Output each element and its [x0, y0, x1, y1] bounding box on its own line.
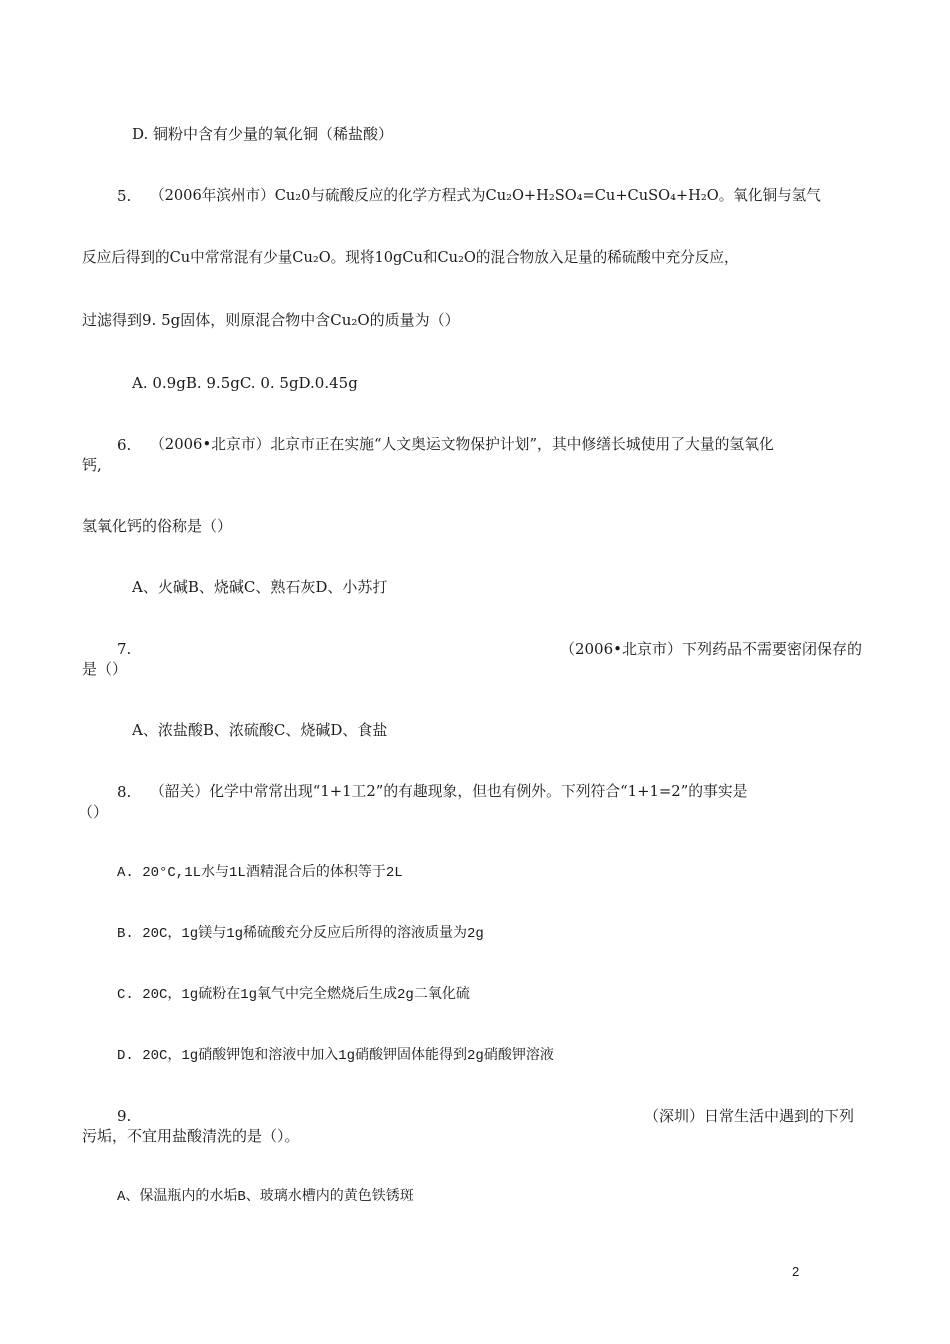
q9-text-right: （深圳）日常生活中遇到的下列: [643, 1107, 854, 1125]
q6-number: 6.: [117, 436, 132, 454]
q9-options: A、保温瓶内的水垢B、玻璃水槽内的黄色铁锈斑: [117, 1189, 414, 1205]
q6-options: A、火碱B、烧碱C、熟石灰D、小苏打: [132, 578, 388, 596]
q7-text-right: （2006•北京市）下列药品不需要密闭保存的: [559, 640, 862, 658]
page-number: 2: [792, 1264, 800, 1279]
q8-option-a: A. 20°C,1L水与1L酒精混合后的体积等于2L: [117, 865, 403, 881]
q6-text-line1b: 钙,: [82, 456, 102, 474]
q9-number: 9.: [117, 1107, 132, 1125]
q8-number: 8.: [117, 783, 132, 801]
q4-option-d: D. 铜粉中含有少量的氧化铜（稀盐酸）: [132, 125, 394, 143]
q5-options: A. 0.9gB. 9.5gC. 0. 5gD.0.45g: [132, 374, 358, 392]
q7-text-line2: 是（）: [82, 660, 128, 678]
q9-text-line2: 污垢，不宜用盐酸清洗的是（）。: [82, 1127, 300, 1145]
q8-option-d: D. 20C，1g硝酸钾饱和溶液中加入1g硝酸钾固体能得到2g硝酸钾溶液: [117, 1048, 554, 1064]
q5-number: 5.: [117, 187, 132, 205]
q7-options: A、浓盐酸B、浓硫酸C、烧碱D、食盐: [132, 721, 388, 739]
q5-text-line3: 过滤得到9. 5g固体，则原混合物中含Cu₂O的质量为（）: [82, 311, 460, 329]
q8-text-line2: （）: [78, 803, 109, 821]
q8-option-c: C. 20C，1g硫粉在1g氧气中完全燃烧后生成2g二氧化硫: [117, 987, 470, 1003]
q7-number: 7.: [117, 640, 132, 658]
q5-text-line1: （2006年滨州市）Cu₂0与硫酸反应的化学方程式为Cu₂O+H₂SO₄=Cu+CuSO₄+H₂O。氧化铜与氢气: [150, 187, 821, 204]
q6-text-line1: （2006•北京市）北京市正在实施“人文奥运文物保护计划”，其中修缮长城使用了大量的氢氧化: [150, 436, 774, 453]
q8-text-line1: （韶关）化学中常常出现“1+1工2”的有趣现象，但也有例外。下列符合“1+1=2”的事实是: [150, 783, 748, 800]
q5-text-line2: 反应后得到的Cu中常常混有少量Cu₂O。现将10gCu和Cu₂O的混合物放入足量的稀硫酸中充分反应，: [82, 249, 739, 266]
q6-text-line2: 氢氧化钙的俗称是（）: [82, 517, 233, 535]
q8-option-b: B. 20C，1g镁与1g稀硫酸充分反应后所得的溶液质量为2g: [117, 926, 484, 942]
